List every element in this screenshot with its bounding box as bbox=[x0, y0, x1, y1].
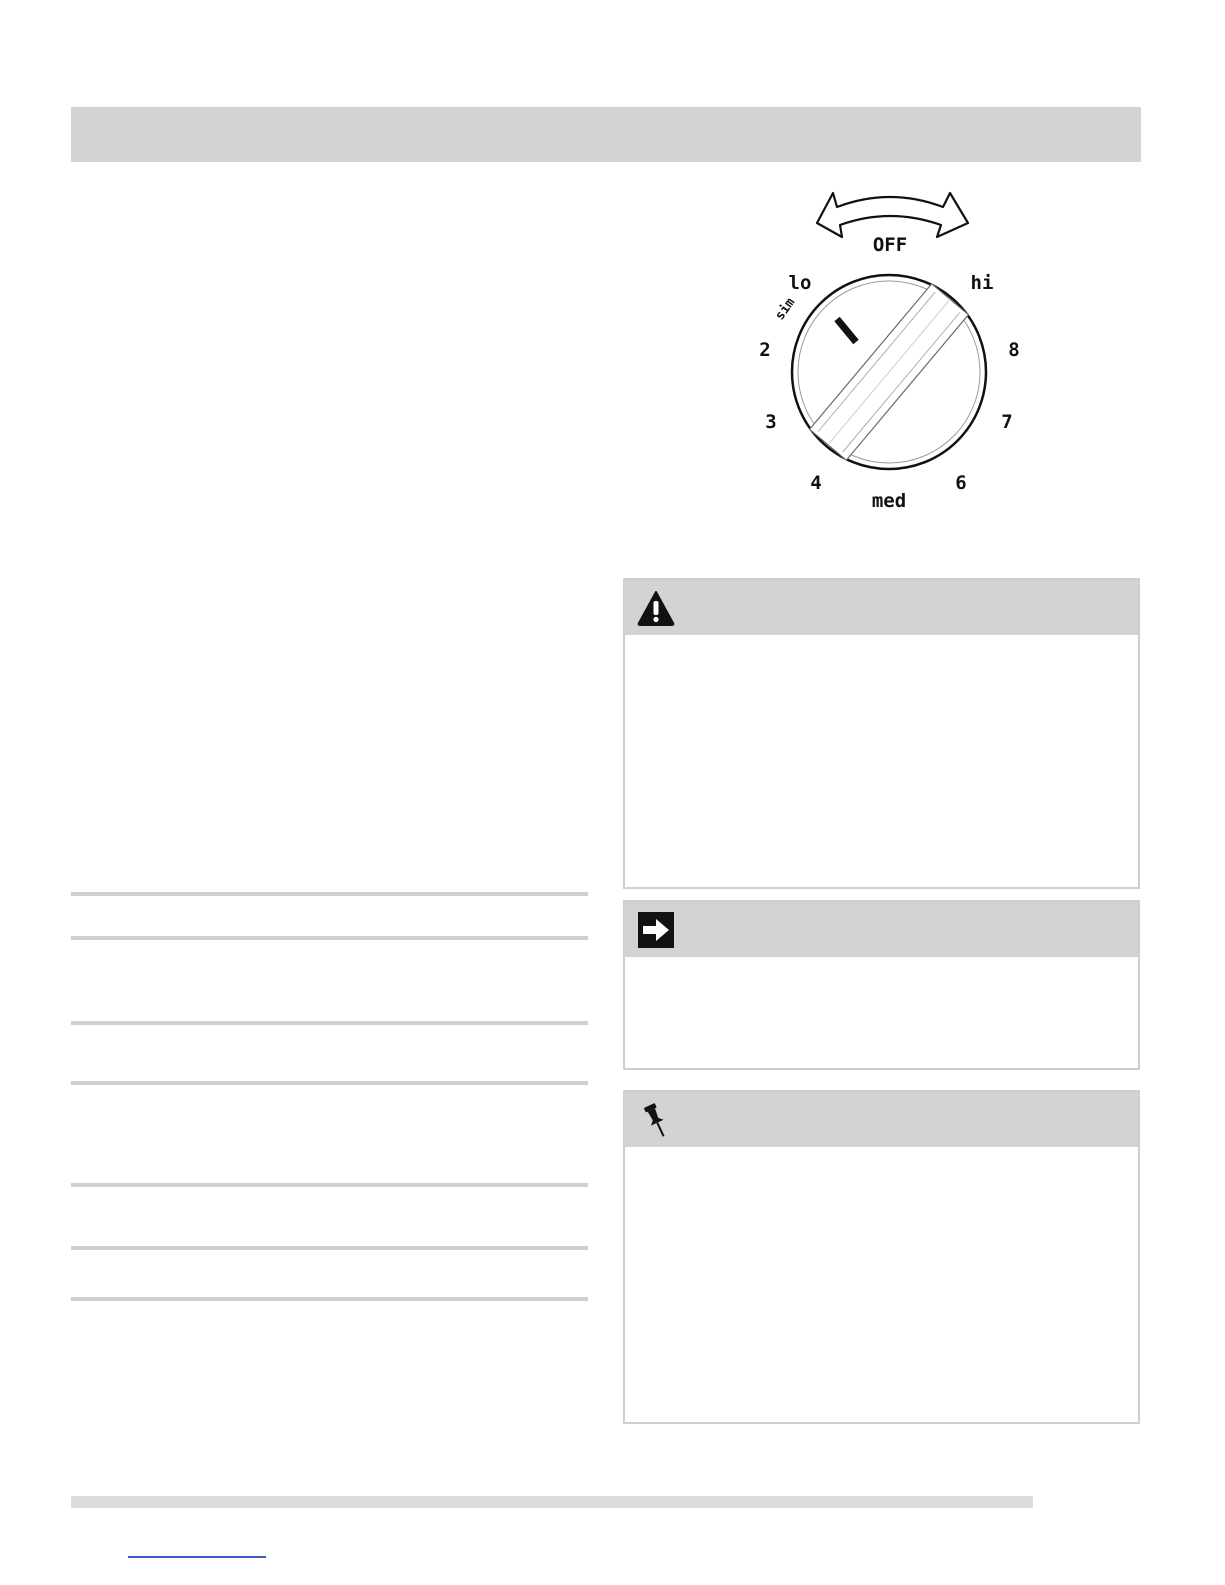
off-label: OFF bbox=[872, 234, 908, 256]
divider-rule bbox=[71, 1081, 588, 1085]
warning-icon bbox=[637, 589, 675, 627]
footer-link-underline[interactable] bbox=[128, 1556, 266, 1558]
divider-rule bbox=[71, 1246, 588, 1250]
dial-label-6: 6 bbox=[955, 472, 967, 494]
divider-rule bbox=[71, 1297, 588, 1301]
divider-rule bbox=[71, 892, 588, 896]
footer-band bbox=[71, 1496, 1033, 1508]
dial-label-7: 7 bbox=[1001, 411, 1013, 433]
divider-rule bbox=[71, 1021, 588, 1025]
divider-rule bbox=[71, 936, 588, 940]
dial-label-sim: sim bbox=[772, 295, 799, 324]
dial-label-hi: hi bbox=[970, 272, 994, 294]
rotation-arrow-icon bbox=[817, 193, 968, 237]
note-box-header bbox=[625, 902, 1138, 957]
warning-box-header bbox=[625, 580, 1138, 635]
arrow-right-icon bbox=[637, 911, 675, 949]
dial-label-med: med bbox=[871, 490, 907, 512]
dial-label-2: 2 bbox=[759, 339, 771, 361]
dial-label-8: 8 bbox=[1008, 339, 1020, 361]
tip-box bbox=[623, 1090, 1140, 1424]
pushpin-icon bbox=[637, 1101, 675, 1139]
burner-control-knob bbox=[745, 185, 1045, 525]
dial-label-3: 3 bbox=[765, 411, 777, 433]
tip-box-header bbox=[625, 1092, 1138, 1147]
note-box bbox=[623, 900, 1140, 1070]
section-header-band bbox=[71, 107, 1141, 162]
dial-label-4: 4 bbox=[810, 472, 822, 494]
divider-rule bbox=[71, 1183, 588, 1187]
warning-box bbox=[623, 578, 1140, 889]
dial-label-lo: lo bbox=[788, 272, 812, 294]
